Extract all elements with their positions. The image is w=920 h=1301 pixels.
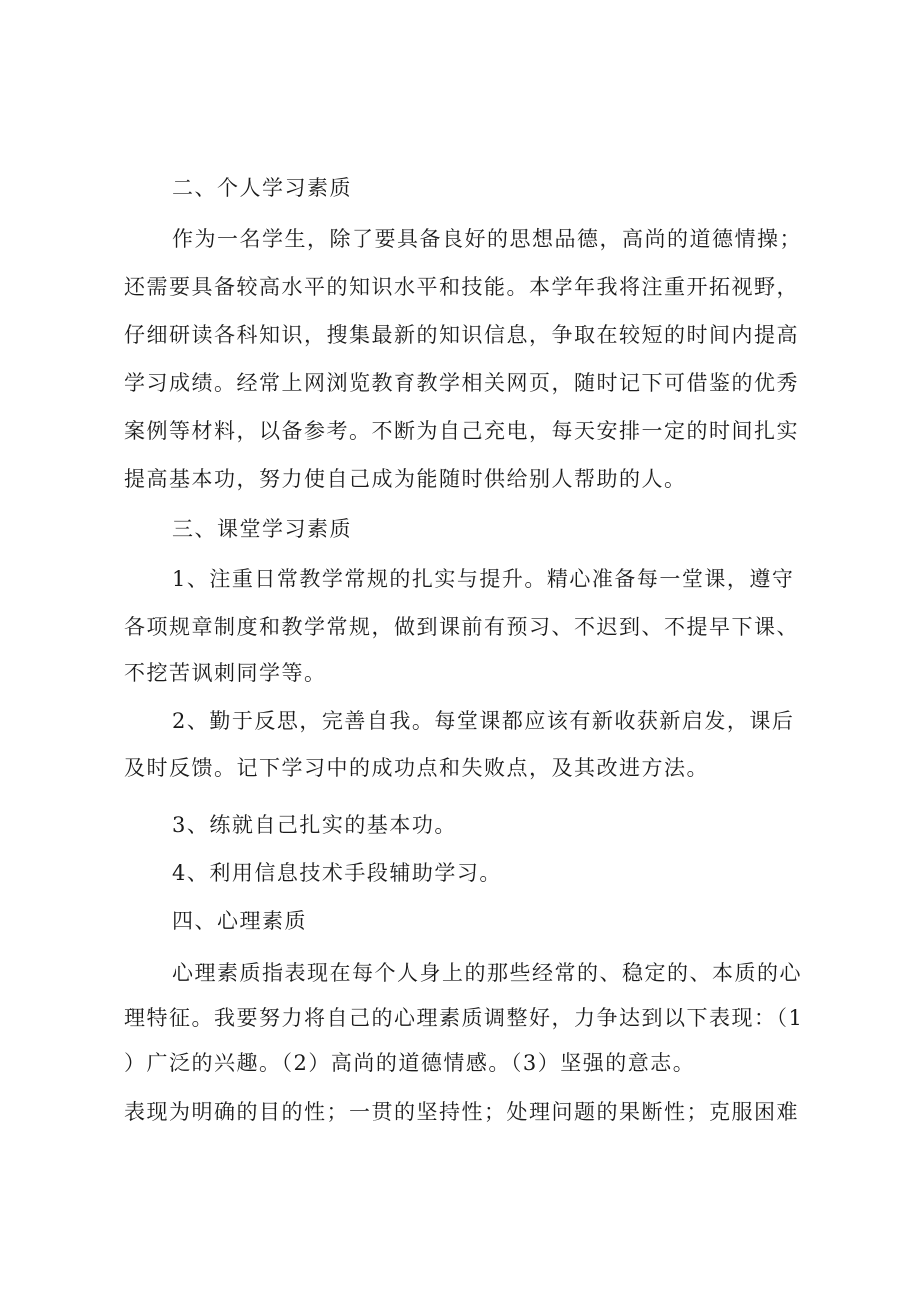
list-item-line: 2、勤于反思，完善自我。每堂课都应该有新收获新启发，课后 <box>172 709 795 733</box>
paragraph-line: 仔细研读各科知识，搜集最新的知识信息，争取在较短的时间内提高 <box>124 323 799 347</box>
list-item-line: 1、注重日常教学常规的扎实与提升。精心准备每一堂课，遵守 <box>172 567 795 591</box>
list-item-line: 3、练就自己扎实的基本功。 <box>172 813 457 837</box>
section-heading-psychological: 四、心理素质 <box>172 909 307 933</box>
paragraph-line: 案例等材料，以备参考。不断为自己充电，每天安排一定的时间扎实 <box>124 419 799 443</box>
paragraph-line: 学习成绩。经常上网浏览教育教学相关网页，随时记下可借鉴的优秀 <box>124 371 799 395</box>
paragraph-line: 提高基本功，努力使自己成为能随时供给别人帮助的人。 <box>124 467 687 491</box>
list-item-line: 各项规章制度和教学常规，做到课前有预习、不迟到、不提早下课、 <box>124 615 799 639</box>
paragraph-line: 还需要具备较高水平的知识水平和技能。本学年我将注重开拓视野， <box>124 275 799 299</box>
list-item-line: 4、利用信息技术手段辅助学习。 <box>172 861 502 885</box>
section-heading-classroom-study: 三、课堂学习素质 <box>172 517 352 541</box>
paragraph-line: 作为一名学生，除了要具备良好的思想品德，高尚的道德情操； <box>172 227 802 251</box>
paragraph-line: 心理素质指表现在每个人身上的那些经常的、稳定的、本质的心 <box>172 961 802 985</box>
paragraph-line: 表现为明确的目的性；一贯的坚持性；处理问题的果断性；克服困难 <box>124 1100 799 1124</box>
paragraph-line: ）广泛的兴趣。（2）高尚的道德情感。（3）坚强的意志。 <box>124 1051 696 1075</box>
section-heading-personal-study: 二、个人学习素质 <box>172 176 352 200</box>
list-item-line: 及时反馈。记下学习中的成功点和失败点，及其改进方法。 <box>124 756 709 780</box>
paragraph-line: 理特征。我要努力将自己的心理素质调整好，力争达到以下表现：（1 <box>124 1006 804 1030</box>
list-item-line: 不挖苦讽刺同学等。 <box>124 661 327 685</box>
